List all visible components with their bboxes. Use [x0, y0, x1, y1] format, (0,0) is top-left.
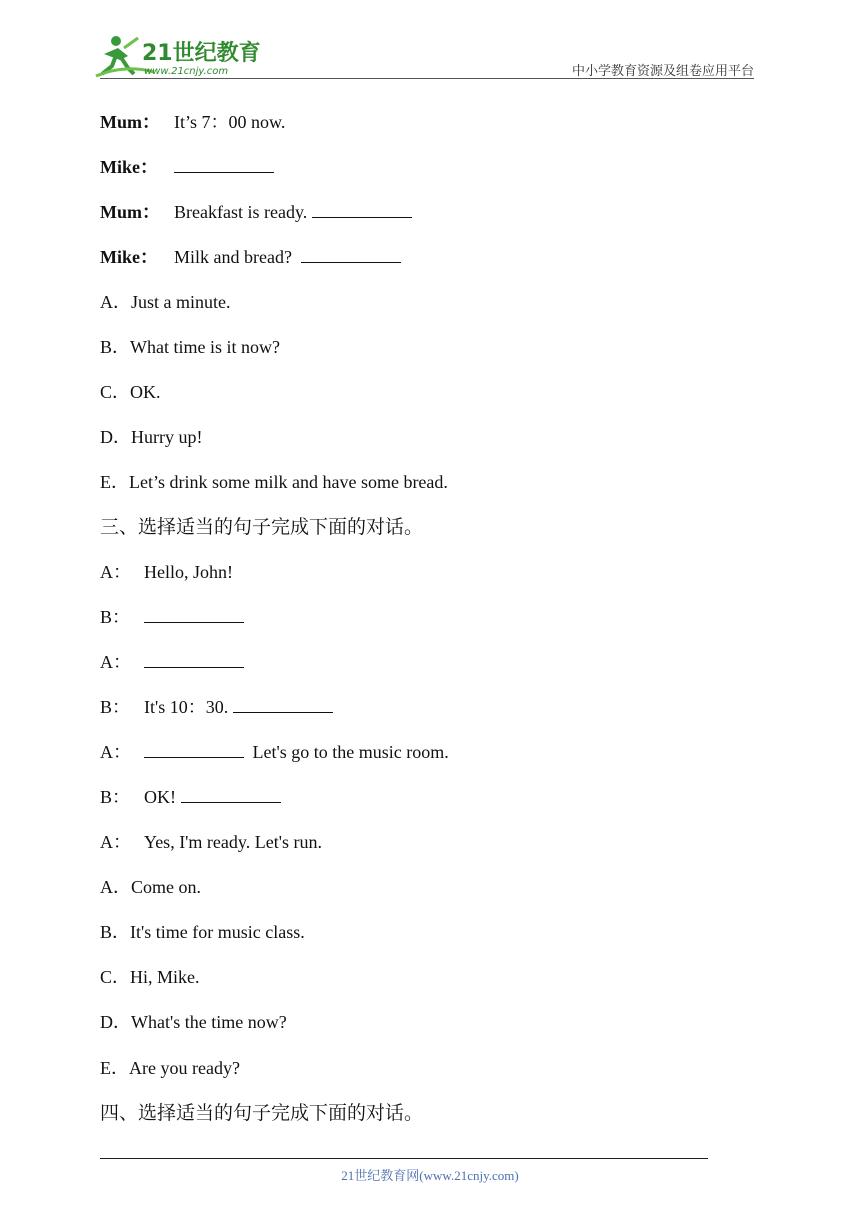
speaker: Mike： [100, 247, 158, 267]
line-text: Hello, John! [144, 562, 233, 582]
dialogue-line [100, 647, 248, 677]
option-item: A．Just a minute. [100, 292, 231, 312]
dialogue-line [100, 242, 405, 272]
option-item: D．What's the time now? [100, 1012, 287, 1032]
footer-divider [100, 1158, 708, 1159]
dialogue-line [100, 107, 285, 137]
speaker: Mum： [100, 202, 160, 222]
dialogue-line [100, 557, 233, 587]
section-title: 四、选择适当的句子完成下面的对话。 [100, 1102, 424, 1124]
line-text: OK! [144, 787, 176, 807]
speaker: A： [100, 652, 131, 672]
dialogue-line [100, 692, 337, 722]
logo-url: www.21cnjy.com [144, 66, 229, 77]
dialogue-line [100, 152, 278, 182]
speaker: Mike： [100, 157, 158, 177]
logo-text: 21世纪教育 [142, 41, 261, 66]
answer-blank[interactable] [144, 739, 244, 758]
dialogue-line [100, 737, 449, 767]
option-item: E．Are you ready? [100, 1058, 240, 1078]
answer-blank[interactable] [312, 199, 412, 218]
speaker: A： [100, 742, 131, 762]
line-text: It’s 7：00 now. [174, 112, 286, 132]
option-item: C．OK. [100, 382, 161, 402]
option-item: A．Come on. [100, 877, 201, 897]
option-item: E．Let’s drink some milk and have some bread. [100, 472, 448, 492]
dialogue-line [100, 197, 416, 227]
speaker: B： [100, 697, 131, 717]
line-text: Breakfast is ready. [174, 202, 308, 222]
line-text: Milk and bread? [174, 247, 292, 267]
answer-blank[interactable] [144, 604, 244, 623]
dialogue-line [100, 827, 322, 857]
answer-blank[interactable] [233, 694, 333, 713]
speaker: A： [100, 562, 131, 582]
line-text: Yes, I'm ready. Let's run. [144, 832, 322, 852]
header-divider [100, 78, 754, 79]
option-item: B．It's time for music class. [100, 922, 305, 942]
line-text: It's 10：30. [144, 697, 229, 717]
option-item: C．Hi, Mike. [100, 967, 200, 987]
dialogue-line [100, 782, 285, 812]
speaker: B： [100, 787, 131, 807]
answer-blank[interactable] [181, 784, 281, 803]
page-header [0, 0, 860, 90]
line-text: Let's go to the music room. [252, 742, 449, 762]
footer-link[interactable]: 21世纪教育网(www.21cnjy.com) [341, 1168, 519, 1183]
answer-blank[interactable] [301, 244, 401, 263]
platform-name: 中小学教育资源及组卷应用平台 [571, 64, 754, 79]
dialogue-line [100, 602, 248, 632]
section-title: 三、选择适当的句子完成下面的对话。 [100, 516, 424, 538]
answer-blank[interactable] [174, 154, 274, 173]
site-logo [94, 34, 264, 78]
speaker: Mum： [100, 112, 160, 132]
answer-blank[interactable] [144, 649, 244, 668]
option-item: B．What time is it now? [100, 337, 280, 357]
option-item: D．Hurry up! [100, 427, 203, 447]
speaker: B： [100, 607, 131, 627]
speaker: A： [100, 832, 131, 852]
